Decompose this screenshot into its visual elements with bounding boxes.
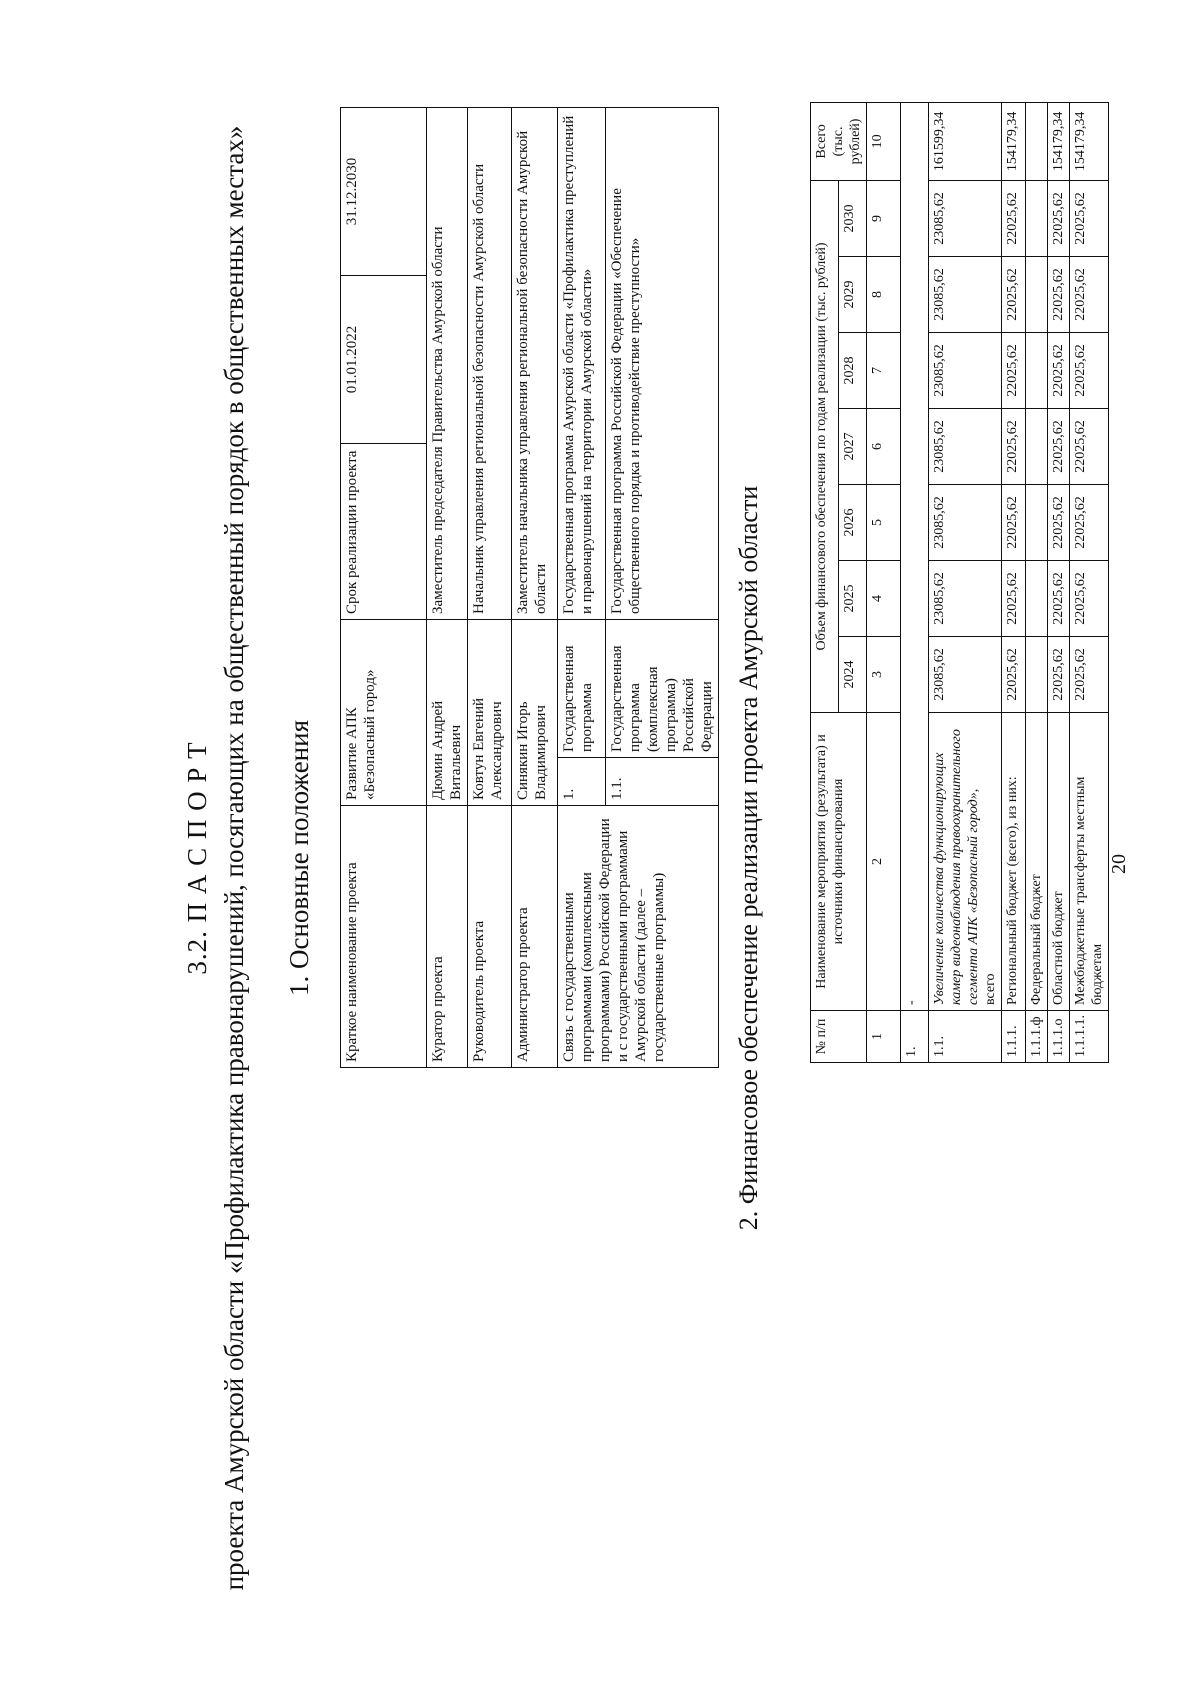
year-value: 22025,62	[1048, 333, 1070, 409]
col-index: 10	[867, 102, 901, 180]
col-name-header: Наименование мероприятия (результата) и источники финансирования	[811, 713, 867, 1011]
year-value	[1026, 637, 1048, 713]
column-index-row	[867, 102, 901, 1062]
group-name: -	[901, 102, 929, 1010]
table-row	[1002, 102, 1026, 1062]
year-value: 23085,62	[929, 561, 1002, 637]
row-number: 1.1.	[929, 1011, 1002, 1063]
table-row	[1070, 102, 1109, 1062]
year-value: 22025,62	[1070, 333, 1109, 409]
total-value: 161599,34	[929, 102, 1002, 180]
year-value: 22025,62	[1002, 333, 1026, 409]
table-header-row	[811, 102, 839, 1062]
year-value: 22025,62	[1070, 409, 1109, 485]
year-value	[1026, 485, 1048, 561]
table-row	[468, 107, 512, 1067]
row-number: 1.1.1.ф	[1026, 1011, 1048, 1063]
col-total-header: Всего (тыс. рублей)	[811, 102, 867, 180]
year-value: 23085,62	[929, 257, 1002, 333]
year-value: 22025,62	[1002, 561, 1026, 637]
year-value	[1026, 409, 1048, 485]
programs-link-label: Связь с государственными программами (комплексными программами) Российской Федерации и с государственными программами Амурской области (далее – государственные программы)	[558, 806, 719, 1068]
col-index: 9	[867, 180, 901, 256]
curator-name: Дюмин Андрей Витальевич	[427, 619, 468, 805]
curator-label: Куратор проекта	[427, 806, 468, 1068]
start-date: 01.01.2022	[341, 275, 427, 443]
year-header: 2024	[839, 637, 867, 713]
year-value: 23085,62	[929, 409, 1002, 485]
year-header: 2028	[839, 333, 867, 409]
year-value	[1026, 257, 1048, 333]
year-value	[1026, 180, 1048, 256]
page-number: 20	[1108, 854, 1130, 874]
activity-name-suffix: всего	[983, 973, 998, 1005]
link-number: 1.	[558, 758, 606, 806]
year-value: 22025,62	[1048, 561, 1070, 637]
short-name-label: Краткое наименование проекта	[341, 806, 427, 1068]
year-value: 22025,62	[1048, 485, 1070, 561]
year-value: 22025,62	[1048, 180, 1070, 256]
year-value: 22025,62	[1048, 637, 1070, 713]
year-value: 22025,62	[1070, 180, 1109, 256]
end-date: 31.12.2030	[341, 107, 427, 275]
curator-position: Заместитель председателя Правительства Амурской области	[427, 107, 468, 619]
col-index: 5	[867, 485, 901, 561]
total-value: 154179,34	[1048, 102, 1070, 180]
period-label: Срок реализации проекта	[341, 443, 427, 619]
year-value: 22025,62	[1002, 180, 1026, 256]
year-value: 22025,62	[1002, 637, 1026, 713]
table-row	[341, 107, 427, 1067]
group-number: 1.	[901, 1011, 929, 1063]
row-number: 1.1.1.1.	[1070, 1011, 1109, 1063]
main-provisions-table	[340, 107, 719, 1068]
col-index: 2	[867, 713, 901, 1011]
year-value: 22025,62	[1070, 637, 1109, 713]
table-row	[929, 102, 1002, 1062]
year-value: 23085,62	[929, 485, 1002, 561]
year-value: 23085,62	[929, 180, 1002, 256]
year-value: 22025,62	[1002, 485, 1026, 561]
year-value: 22025,62	[1048, 257, 1070, 333]
table-row	[512, 107, 558, 1067]
section2-heading: 2. Финансовое обеспечение реализации проекта Амурской области	[734, 485, 763, 1231]
table-row	[1026, 102, 1048, 1062]
year-value	[1026, 333, 1048, 409]
leader-position: Начальник управления региональной безопасности Амурской области	[468, 107, 512, 619]
link-program-name: Государственная программа Российской Федерации «Обеспечение общественного порядка и противодействие преступности»	[606, 107, 719, 619]
year-value	[1026, 561, 1048, 637]
year-header: 2027	[839, 409, 867, 485]
activity-name: Увеличение количества функционирующих камер видеонаблюдения правоохранительного сегмента АПК «Безопасный город»,	[932, 729, 981, 1005]
total-value	[1026, 102, 1048, 180]
col-years-group-header: Объем финансового обеспечения по годам реализации (тыс. рублей)	[811, 180, 839, 712]
link-program-name: Государственная программа Амурской области «Профилактика преступлений и правонарушений на территории Амурской области»	[558, 107, 606, 619]
admin-position: Заместитель начальника управления региональной безопасности Амурской области	[512, 107, 558, 619]
year-value: 22025,62	[1070, 485, 1109, 561]
col-index: 3	[867, 637, 901, 713]
year-value: 22025,62	[1070, 561, 1109, 637]
col-index: 4	[867, 561, 901, 637]
year-value: 23085,62	[929, 637, 1002, 713]
row-number: 1.1.1.	[1002, 1011, 1026, 1063]
year-value: 23085,62	[929, 333, 1002, 409]
admin-label: Администратор проекта	[512, 806, 558, 1068]
passport-title: 3.2. П А С П О Р Т	[182, 741, 212, 975]
row-name: Региональный бюджет (всего), из них:	[1002, 713, 1026, 1011]
finance-table	[810, 102, 1109, 1063]
link-number: 1.1.	[606, 758, 719, 806]
leader-label: Руководитель проекта	[468, 806, 512, 1068]
year-value: 22025,62	[1002, 409, 1026, 485]
col-index: 7	[867, 333, 901, 409]
col-index: 8	[867, 257, 901, 333]
col-num-header: № п/п	[811, 1011, 867, 1063]
table-row	[427, 107, 468, 1067]
link-type: Государственная программа (комплексная программа) Российской Федерации	[606, 619, 719, 757]
total-value: 154179,34	[1002, 102, 1026, 180]
row-number: 1.1.1.о	[1048, 1011, 1070, 1063]
admin-name: Синякин Игорь Владимирович	[512, 619, 558, 805]
table-row	[1048, 102, 1070, 1062]
table-row	[558, 107, 606, 1067]
project-title: проекта Амурской области «Профилактика правонарушений, посягающих на общественный порядок в общественных местах»	[219, 125, 249, 1591]
row-name: Межбюджетные трансферты местным бюджетам	[1070, 713, 1109, 1011]
short-name-value: Развитие АПК «Безопасный город»	[341, 619, 427, 805]
year-header: 2029	[839, 257, 867, 333]
col-index: 6	[867, 409, 901, 485]
total-value: 154179,34	[1070, 102, 1109, 180]
year-value: 22025,62	[1002, 257, 1026, 333]
row-name: Областной бюджет	[1048, 713, 1070, 1011]
row-name: Федеральный бюджет	[1026, 713, 1048, 1011]
row-name	[929, 713, 1002, 1011]
link-type: Государственная программа	[558, 619, 606, 757]
year-value: 22025,62	[1048, 409, 1070, 485]
year-header: 2030	[839, 180, 867, 256]
year-header: 2025	[839, 561, 867, 637]
leader-name: Ковтун Евгений Александрович	[468, 619, 512, 805]
section1-heading: 1. Основные положения	[284, 720, 314, 996]
year-value: 22025,62	[1070, 257, 1109, 333]
col-index: 1	[867, 1011, 901, 1063]
table-row	[901, 102, 929, 1062]
year-header: 2026	[839, 485, 867, 561]
